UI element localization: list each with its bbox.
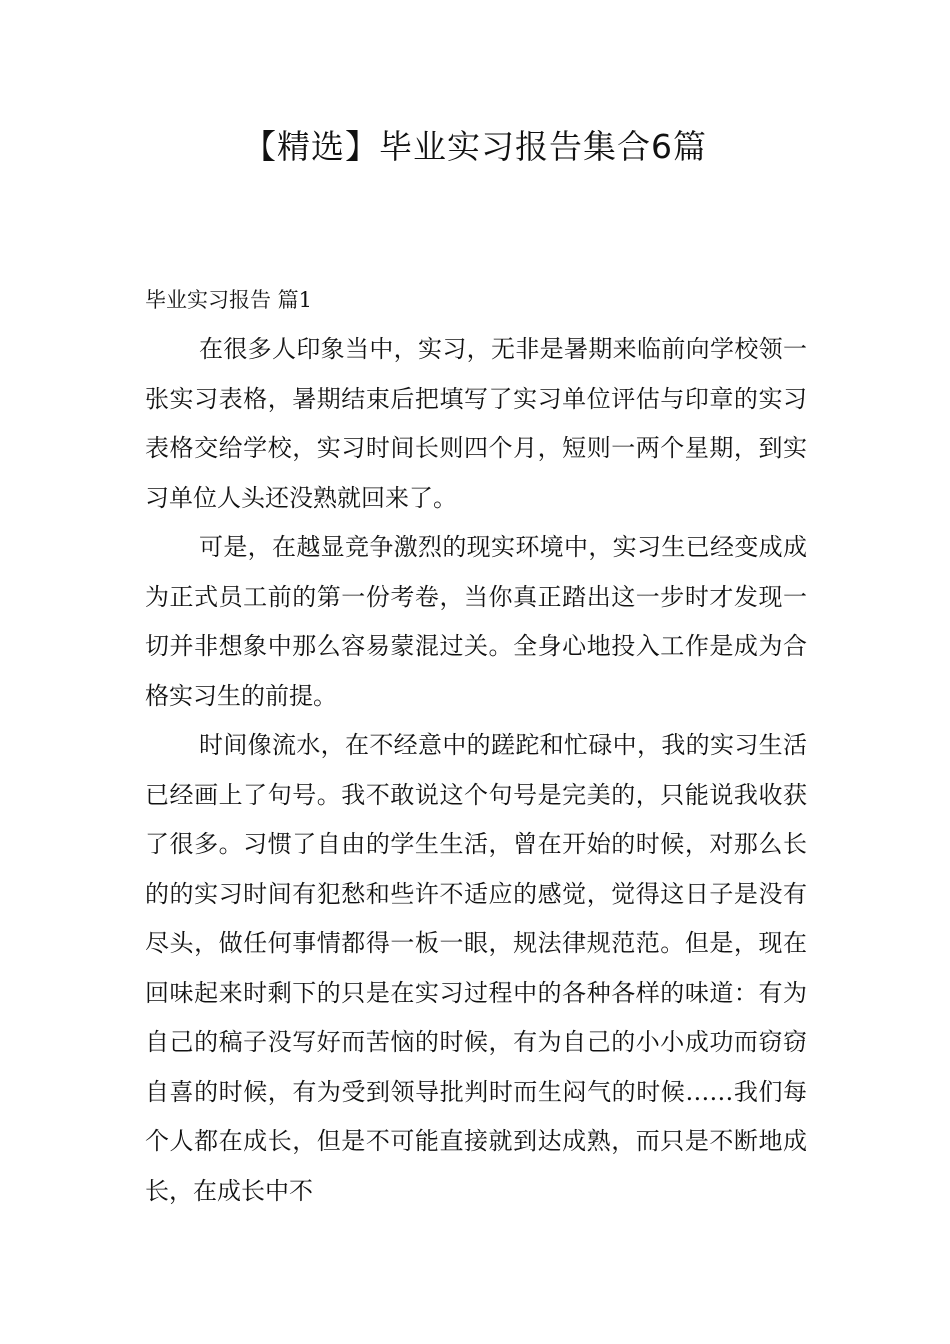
paragraph: 可是，在越显竞争激烈的现实环境中，实习生已经变成成为正式员工前的第一份考卷，当你真正踏出这一步时才发现一切并非想象中那么容易蒙混过关。全身心地投入工作是成为合格实习生的前提。 — [145, 533, 807, 710]
document-title: 【精选】毕业实习报告集合6篇 — [243, 127, 707, 166]
paragraph: 时间像流水，在不经意中的蹉跎和忙碌中，我的实习生活已经画上了句号。我不敢说这个句号是完美的，只能说我收获了很多。习惯了自由的学生生活，曾在开始的时候，对那么长的的实习时间有犯愁和些许不适应的感觉，觉得这日子是没有尽头，做任何事情都得一板一眼，规法律规范范。但是，现在回味起来时剩下的只是在实习过程中的各种各样的味道：有为自己的稿子没写好而苦恼的时候，有为自己的小小成功而窃窃自喜的时候，有为受到领导批判时而生闷气的时候……我们每个人都在成长，但是不可能直接就到达成熟，而只是不断地成长，在成长中不 — [145, 731, 807, 1205]
paragraph: 在很多人印象当中，实习，无非是暑期来临前向学校领一张实习表格，暑期结束后把填写了实习单位评估与印章的实习表格交给学校，实习时间长则四个月，短则一两个星期，到实习单位人头还没熟就回来了。 — [145, 335, 807, 512]
section-heading: 毕业实习报告 篇1 — [145, 288, 313, 312]
